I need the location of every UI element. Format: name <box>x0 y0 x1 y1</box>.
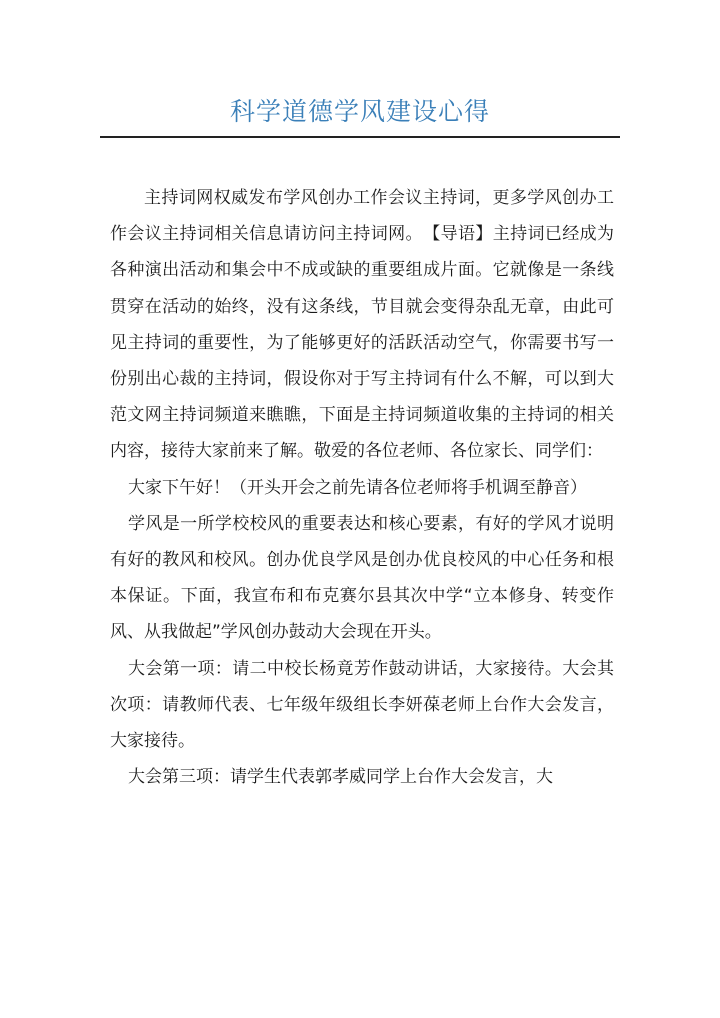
paragraph-agenda-items: 大会第一项：请二中校长杨竟芳作鼓动讲话，大家接待。大会其次项：请教师代表、七年级年级组长李妍葆老师上台作大会发言，大家接待。 <box>110 658 614 752</box>
paragraph-agenda-third: 大会第三项：请学生代表郭孝威同学上台作大会发言，大 <box>128 767 553 788</box>
paragraph-intro: 主持词网权威发布学风创办工作会议主持词，更多学风创办工作会议主持词相关信息请访问主持词网。 【导语】主持词已经成为各种演出活动和集会中不成或缺的重要组成片面。它就像是一条线贯穿在活动的始终，没有这条线，节目就会变得杂乱无章，由此可见主持词的重要性，为了能够更好的活跃活动空气，你需要书写一份别出心裁的主持词，假设你对于写主持词有什么不解，可以到大范文网主持词频道来瞧瞧，下面是主持词频道收集的主持词的相关内容，接待大家前来了解。敬爱的各位老师、各位家长、同学们： <box>110 188 614 462</box>
paragraph-greeting: 大家下午好！（开头开会之前先请各位老师将手机调至静音） <box>128 477 587 498</box>
paragraph-study-style: 学风是一所学校校风的重要表达和核心要素，有好的学风才说明有好的教风和校风。创办优良学风是创办优良校风的中心任务和根本保证。下面，我宣布和布克赛尔县其次中学“立本修身、转变作风、从我做起”学风创办鼓动大会现在开头。 <box>110 513 614 643</box>
title-divider <box>100 136 620 138</box>
document-body <box>110 180 614 795</box>
page-title: 科学道德学风建设心得 <box>229 97 490 126</box>
